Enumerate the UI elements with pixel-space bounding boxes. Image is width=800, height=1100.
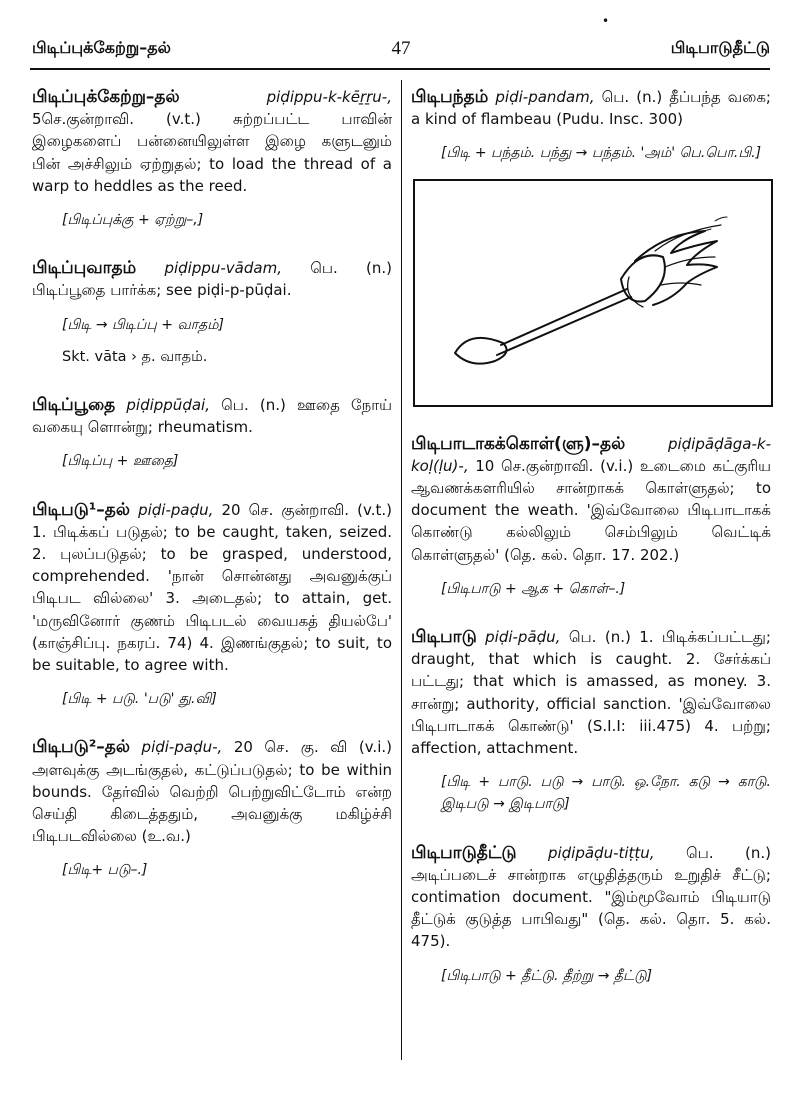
headword: பிடிபாடுதீட்டு [411, 842, 517, 863]
transliteration: piḍippūḍai, [126, 396, 210, 415]
definition: 5செ.குன்றாவி. (v.t.) சுற்றப்பட்ட பாவின் இழைகளைப் பன்னையிலுள்ள இழை களுடனும் பின் அச்சிலும் ஏற்றுதல்; to load the thread of a warp to heddles as the reed. [32, 110, 392, 195]
definition: பெ. (n.) 1. பிடிக்கப்பட்டது; draught, that which is caught. 2. சேர்க்கப் பட்டது; that which is amassed, as money. 3. சான்று; authority, official sanction. 'இவ்வோலை பிடிபாடாகக் கொண்டு' (S.I.I: iii.475) 4. பற்று; affection, attachment. [411, 628, 771, 758]
etymology-note: Skt. vāta › த. வாதம். [62, 348, 208, 365]
transliteration: piḍipāḍu-tiṭṭu, [547, 843, 655, 862]
definition: 20 செ. குன்றாவி. (v.t.) 1. பிடிக்கப் படுதல்; to be caught, taken, seized. 2. புலப்படுதல்; to be grasped, understood, comprehended. 'நான் சொன்னது அவனுக்குப் பிடிபட வில்லை' 3. அடைதல்; to attain, get. 'மருவினோர் குணம் பிடிபடல் வையகத் தியல்பே' (காஞ்சிப்பு. நகரப். 74) 4. இணங்குதல்; to suit, to be suitable, to agree with. [32, 500, 392, 675]
headword: பிடிப்பூதை [32, 395, 116, 416]
right-column [411, 86, 771, 1013]
definition: 10 செ.குன்றாவி. (v.i.) உடைமை கட்குரிய ஆவணக்களரியில் சான்றாகக் கொள்ளுதல்; to document the weath. 'இவ்வோலை பிடிபாடாகக் கொண்டு கல்லிலும் செம்பிலும் வெட்டிக் கொள்ளுதல்' (தெ. கல். தொ. 17. 202.) [411, 456, 771, 564]
running-head-left: பிடிப்புக்கேற்று–தல் [32, 38, 171, 57]
headword: பிடிபடு²–தல் [32, 737, 130, 758]
etymology: [பிடி + பாடு. படு → பாடு. ஒ.நோ. கடு → காடு. இடிபடு → இடிபாடு] [441, 774, 771, 813]
flambeau-drawing [415, 181, 771, 405]
headword: பிடிப்புக்கேற்று–தல் [32, 87, 180, 107]
definition: பெ. (n.) பிடிப்பூதை பார்க்க; see piḍi-p-pūḍai. [32, 259, 392, 300]
headword: பிடிபாடு [411, 627, 477, 648]
dictionary-entry [411, 842, 771, 987]
dictionary-entry [411, 626, 771, 816]
etymology: [பிடிப்பு + ஊதை] [62, 453, 179, 470]
column-divider [401, 80, 402, 1060]
definition: பெ. (n.) ஊதை நோய் வகையு ளொன்று; rheumatism. [32, 396, 392, 437]
page-header [32, 38, 770, 68]
transliteration: piḍi-paḍu, [138, 500, 214, 519]
dictionary-entry [411, 86, 771, 165]
headword: பிடிபாடாகக்கொள்(ளு)–தல் [411, 433, 626, 454]
dictionary-entry [32, 736, 392, 881]
dictionary-entry [411, 433, 771, 600]
definition: 20 செ. கு. வி (v.i.) அளவுக்கு அடங்குதல், கட்டுப்படுதல்; to be within bounds. தேர்வில் வெற்றி பெற்றுவிட்டோம் என்ற செய்தி கிடைத்ததும், அவனுக்கு மகிழ்ச்சி பிடிபடவில்லை (உ.வ.) [32, 738, 392, 846]
transliteration: piḍi-pandam, [495, 88, 595, 106]
dictionary-entry [32, 86, 392, 231]
transliteration: piḍi-pāḍu, [485, 628, 561, 647]
speck: • [602, 14, 610, 28]
headword: பிடிபடு¹–தல் [32, 499, 130, 520]
etymology: [பிடி + படு. 'படு' து.வி] [62, 691, 217, 708]
etymology: [பிடி+ படு–.] [62, 862, 148, 879]
etymology: [பிடிப்புக்கு + ஏற்று–,] [62, 212, 204, 229]
definition: பெ. (n.) அடிப்படைச் சான்றாக எழுதித்தரும் உறுதிச் சீட்டு; contimation document. "இம்மூவோம் பிடியாடு தீட்டுக் குடுத்த பாபிவது" (தெ. கல். தொ. 5. கல். 475). [411, 843, 771, 951]
header-rule [30, 68, 770, 70]
etymology: [பிடி → பிடிப்பு + வாதம்] [62, 316, 224, 333]
headword: பிடிபந்தம் [411, 87, 489, 107]
definition: பெ. (n.) தீப்பந்த வகை; a kind of flambeau (Pudu. Insc. 300) [411, 88, 771, 129]
torch-illustration [413, 179, 773, 407]
headword: பிடிப்புவாதம் [32, 258, 137, 279]
etymology: [பிடிபாடு + தீட்டு. தீற்று → தீட்டு] [441, 967, 653, 984]
dictionary-entry [32, 394, 392, 473]
page-number: 47 [391, 38, 411, 59]
transliteration: piḍippu-vādam, [164, 259, 282, 278]
running-head-right: பிடிபாடுதீட்டு [670, 38, 770, 57]
left-column [32, 86, 392, 908]
dictionary-entry [32, 499, 392, 711]
transliteration: piḍipāḍāga-k-koḷ(ḷu)-, [411, 434, 771, 475]
etymology: [பிடி + பந்தம். பந்து → பந்தம். 'அம்' பெ.பொ.பி.] [441, 145, 762, 162]
transliteration: piḍi-paḍu-, [141, 738, 223, 757]
dictionary-entry [32, 257, 392, 368]
etymology: [பிடிபாடு + ஆக + கொள்–.] [441, 580, 626, 597]
transliteration: piḍippu-k-kēṟṟu-, [266, 88, 392, 106]
